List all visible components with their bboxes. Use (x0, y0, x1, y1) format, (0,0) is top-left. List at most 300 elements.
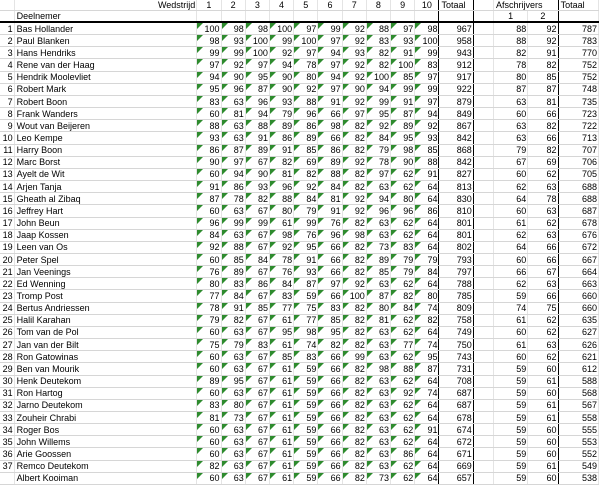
score-cell[interactable]: 63 (221, 205, 245, 217)
score-cell[interactable]: 99 (342, 351, 366, 363)
score-cell[interactable]: 59 (294, 472, 318, 484)
score-cell[interactable]: 91 (318, 95, 342, 107)
score-cell[interactable]: 96 (366, 205, 390, 217)
score-cell[interactable]: 86 (221, 181, 245, 193)
score-cell[interactable]: 61 (269, 436, 293, 448)
score-cell[interactable]: 64 (415, 375, 439, 387)
score-cell[interactable]: 74 (415, 339, 439, 351)
score-cell[interactable]: 95 (415, 351, 439, 363)
score-cell[interactable]: 88 (245, 120, 269, 132)
score-cell[interactable]: 95 (294, 241, 318, 253)
score-cell[interactable]: 94 (415, 108, 439, 120)
score-cell[interactable]: 81 (197, 412, 221, 424)
score-cell[interactable]: 60 (197, 205, 221, 217)
score-cell[interactable]: 88 (391, 363, 415, 375)
score-cell[interactable]: 93 (245, 181, 269, 193)
score-cell[interactable]: 64 (415, 448, 439, 460)
score-cell[interactable]: 66 (318, 424, 342, 436)
score-cell[interactable]: 96 (294, 108, 318, 120)
score-cell[interactable]: 91 (415, 168, 439, 180)
score-cell[interactable]: 79 (294, 205, 318, 217)
score-cell[interactable]: 63 (366, 339, 390, 351)
score-cell[interactable]: 59 (294, 436, 318, 448)
score-cell[interactable]: 93 (342, 47, 366, 59)
score-cell[interactable]: 60 (197, 108, 221, 120)
score-cell[interactable]: 63 (366, 181, 390, 193)
score-cell[interactable]: 59 (294, 290, 318, 302)
score-cell[interactable]: 59 (294, 375, 318, 387)
score-cell[interactable]: 67 (245, 229, 269, 241)
score-cell[interactable]: 63 (366, 229, 390, 241)
score-cell[interactable]: 79 (391, 253, 415, 265)
score-cell[interactable]: 62 (391, 351, 415, 363)
score-cell[interactable]: 83 (366, 35, 390, 47)
score-cell[interactable]: 66 (318, 241, 342, 253)
score-cell[interactable]: 82 (342, 217, 366, 229)
score-cell[interactable]: 82 (342, 387, 366, 399)
score-cell[interactable]: 86 (391, 448, 415, 460)
score-cell[interactable]: 79 (221, 339, 245, 351)
score-cell[interactable]: 95 (269, 326, 293, 338)
score-cell[interactable]: 62 (391, 399, 415, 411)
score-cell[interactable]: 98 (197, 35, 221, 47)
score-cell[interactable]: 60 (197, 326, 221, 338)
score-cell[interactable]: 85 (294, 144, 318, 156)
score-cell[interactable]: 82 (342, 181, 366, 193)
score-cell[interactable]: 79 (366, 144, 390, 156)
score-cell[interactable]: 84 (391, 302, 415, 314)
score-cell[interactable]: 63 (366, 278, 390, 290)
score-cell[interactable]: 86 (269, 132, 293, 144)
score-cell[interactable]: 80 (366, 302, 390, 314)
score-cell[interactable]: 60 (197, 168, 221, 180)
score-cell[interactable]: 63 (366, 460, 390, 472)
score-cell[interactable]: 92 (342, 22, 366, 35)
score-cell[interactable]: 80 (294, 71, 318, 83)
score-cell[interactable]: 82 (342, 412, 366, 424)
score-cell[interactable]: 99 (197, 47, 221, 59)
score-cell[interactable]: 81 (318, 193, 342, 205)
score-cell[interactable]: 67 (245, 290, 269, 302)
score-cell[interactable]: 59 (294, 399, 318, 411)
score-cell[interactable]: 94 (318, 47, 342, 59)
score-cell[interactable]: 90 (197, 156, 221, 168)
score-cell[interactable]: 85 (245, 302, 269, 314)
score-cell[interactable]: 82 (342, 339, 366, 351)
score-cell[interactable]: 83 (197, 399, 221, 411)
score-cell[interactable]: 100 (294, 35, 318, 47)
score-cell[interactable]: 63 (221, 132, 245, 144)
score-cell[interactable]: 86 (415, 205, 439, 217)
score-cell[interactable]: 82 (342, 302, 366, 314)
score-cell[interactable]: 61 (269, 217, 293, 229)
score-cell[interactable]: 87 (245, 83, 269, 95)
score-cell[interactable]: 64 (415, 436, 439, 448)
score-cell[interactable]: 94 (221, 168, 245, 180)
score-cell[interactable]: 92 (221, 59, 245, 71)
score-cell[interactable]: 99 (269, 35, 293, 47)
score-cell[interactable]: 96 (391, 205, 415, 217)
score-cell[interactable]: 96 (269, 181, 293, 193)
score-cell[interactable]: 87 (366, 290, 390, 302)
score-cell[interactable]: 82 (342, 363, 366, 375)
score-cell[interactable]: 86 (294, 120, 318, 132)
score-cell[interactable]: 78 (269, 253, 293, 265)
score-cell[interactable]: 97 (415, 71, 439, 83)
score-cell[interactable]: 82 (342, 436, 366, 448)
score-cell[interactable]: 80 (415, 290, 439, 302)
score-cell[interactable]: 61 (269, 363, 293, 375)
score-cell[interactable]: 93 (294, 266, 318, 278)
score-cell[interactable]: 61 (269, 472, 293, 484)
score-cell[interactable]: 63 (221, 472, 245, 484)
score-cell[interactable]: 97 (318, 35, 342, 47)
score-cell[interactable]: 82 (269, 156, 293, 168)
score-cell[interactable]: 88 (197, 120, 221, 132)
score-cell[interactable]: 62 (391, 436, 415, 448)
score-cell[interactable]: 63 (221, 120, 245, 132)
score-cell[interactable]: 81 (221, 108, 245, 120)
score-cell[interactable]: 63 (366, 412, 390, 424)
score-cell[interactable]: 96 (245, 95, 269, 107)
score-cell[interactable]: 67 (245, 351, 269, 363)
score-cell[interactable]: 84 (269, 278, 293, 290)
score-cell[interactable]: 73 (366, 241, 390, 253)
score-cell[interactable]: 63 (221, 326, 245, 338)
score-cell[interactable]: 99 (245, 217, 269, 229)
score-cell[interactable]: 73 (221, 412, 245, 424)
score-cell[interactable]: 76 (294, 229, 318, 241)
score-cell[interactable]: 78 (221, 193, 245, 205)
score-cell[interactable]: 74 (415, 302, 439, 314)
score-cell[interactable]: 89 (269, 120, 293, 132)
score-cell[interactable]: 87 (415, 363, 439, 375)
score-cell[interactable]: 76 (197, 266, 221, 278)
score-cell[interactable]: 92 (269, 241, 293, 253)
score-cell[interactable]: 94 (245, 108, 269, 120)
score-cell[interactable]: 67 (245, 241, 269, 253)
score-cell[interactable]: 62 (391, 424, 415, 436)
score-cell[interactable]: 100 (269, 22, 293, 35)
score-cell[interactable]: 66 (318, 436, 342, 448)
score-cell[interactable]: 67 (245, 326, 269, 338)
score-cell[interactable]: 66 (318, 412, 342, 424)
score-cell[interactable]: 91 (415, 424, 439, 436)
score-cell[interactable]: 85 (366, 266, 390, 278)
score-cell[interactable]: 64 (415, 412, 439, 424)
score-cell[interactable]: 100 (342, 290, 366, 302)
score-cell[interactable]: 60 (197, 387, 221, 399)
score-cell[interactable]: 98 (415, 22, 439, 35)
score-cell[interactable]: 82 (415, 314, 439, 326)
score-cell[interactable]: 60 (197, 363, 221, 375)
score-cell[interactable]: 95 (221, 375, 245, 387)
score-cell[interactable]: 96 (221, 83, 245, 95)
score-cell[interactable]: 62 (391, 278, 415, 290)
score-cell[interactable]: 93 (391, 35, 415, 47)
score-cell[interactable]: 64 (415, 278, 439, 290)
score-cell[interactable]: 62 (391, 375, 415, 387)
score-cell[interactable]: 67 (245, 205, 269, 217)
score-cell[interactable]: 63 (366, 351, 390, 363)
score-cell[interactable]: 59 (294, 412, 318, 424)
score-cell[interactable]: 74 (294, 339, 318, 351)
score-cell[interactable]: 98 (294, 326, 318, 338)
score-cell[interactable]: 82 (245, 193, 269, 205)
score-cell[interactable]: 84 (318, 181, 342, 193)
score-cell[interactable]: 61 (269, 314, 293, 326)
score-cell[interactable]: 98 (318, 120, 342, 132)
score-cell[interactable]: 82 (342, 399, 366, 411)
score-cell[interactable]: 80 (221, 399, 245, 411)
score-cell[interactable]: 90 (245, 168, 269, 180)
score-cell[interactable]: 78 (197, 302, 221, 314)
score-cell[interactable]: 62 (391, 326, 415, 338)
score-cell[interactable]: 82 (342, 241, 366, 253)
score-cell[interactable]: 66 (318, 399, 342, 411)
score-cell[interactable]: 63 (221, 351, 245, 363)
score-cell[interactable]: 83 (197, 95, 221, 107)
score-cell[interactable]: 63 (366, 326, 390, 338)
score-cell[interactable]: 66 (318, 253, 342, 265)
score-cell[interactable]: 92 (366, 120, 390, 132)
score-cell[interactable]: 67 (245, 375, 269, 387)
score-cell[interactable]: 79 (391, 266, 415, 278)
score-cell[interactable]: 94 (318, 71, 342, 83)
score-cell[interactable]: 63 (366, 448, 390, 460)
score-cell[interactable]: 63 (366, 436, 390, 448)
score-cell[interactable]: 80 (197, 278, 221, 290)
score-cell[interactable]: 91 (318, 205, 342, 217)
score-cell[interactable]: 100 (391, 59, 415, 71)
score-cell[interactable]: 90 (269, 71, 293, 83)
score-cell[interactable]: 97 (415, 95, 439, 107)
score-cell[interactable]: 92 (342, 95, 366, 107)
score-cell[interactable]: 99 (366, 95, 390, 107)
score-cell[interactable]: 88 (269, 193, 293, 205)
score-cell[interactable]: 67 (245, 266, 269, 278)
score-cell[interactable]: 82 (342, 266, 366, 278)
score-cell[interactable]: 85 (318, 314, 342, 326)
score-cell[interactable]: 75 (294, 302, 318, 314)
score-cell[interactable]: 82 (294, 168, 318, 180)
score-cell[interactable]: 60 (197, 424, 221, 436)
score-cell[interactable]: 89 (366, 253, 390, 265)
score-cell[interactable]: 99 (391, 83, 415, 95)
score-cell[interactable]: 89 (245, 144, 269, 156)
score-cell[interactable]: 63 (366, 217, 390, 229)
score-cell[interactable]: 97 (318, 83, 342, 95)
score-cell[interactable]: 82 (366, 59, 390, 71)
score-cell[interactable]: 94 (197, 71, 221, 83)
score-cell[interactable]: 66 (318, 132, 342, 144)
score-cell[interactable]: 87 (197, 193, 221, 205)
score-cell[interactable]: 85 (269, 351, 293, 363)
score-cell[interactable]: 60 (197, 448, 221, 460)
score-cell[interactable]: 93 (415, 132, 439, 144)
score-cell[interactable]: 99 (221, 217, 245, 229)
score-cell[interactable]: 59 (294, 448, 318, 460)
score-cell[interactable]: 78 (366, 156, 390, 168)
score-cell[interactable]: 62 (391, 412, 415, 424)
score-cell[interactable]: 63 (221, 436, 245, 448)
score-cell[interactable]: 63 (366, 399, 390, 411)
score-cell[interactable]: 83 (245, 339, 269, 351)
score-cell[interactable]: 67 (245, 363, 269, 375)
score-cell[interactable]: 92 (342, 278, 366, 290)
score-cell[interactable]: 64 (415, 460, 439, 472)
score-cell[interactable]: 84 (221, 290, 245, 302)
score-cell[interactable]: 74 (415, 387, 439, 399)
score-cell[interactable]: 86 (318, 144, 342, 156)
score-cell[interactable]: 90 (391, 156, 415, 168)
score-cell[interactable]: 82 (342, 448, 366, 460)
score-cell[interactable]: 67 (245, 387, 269, 399)
score-cell[interactable]: 76 (269, 266, 293, 278)
score-cell[interactable]: 69 (294, 156, 318, 168)
score-cell[interactable]: 59 (294, 424, 318, 436)
score-cell[interactable]: 83 (318, 302, 342, 314)
score-cell[interactable]: 97 (318, 278, 342, 290)
score-cell[interactable]: 62 (391, 472, 415, 484)
score-cell[interactable]: 93 (197, 132, 221, 144)
score-cell[interactable]: 66 (318, 266, 342, 278)
score-cell[interactable]: 92 (342, 35, 366, 47)
score-cell[interactable]: 100 (415, 35, 439, 47)
score-cell[interactable]: 100 (366, 71, 390, 83)
score-cell[interactable]: 60 (197, 253, 221, 265)
score-cell[interactable]: 93 (269, 95, 293, 107)
score-cell[interactable]: 92 (342, 205, 366, 217)
score-cell[interactable]: 66 (318, 108, 342, 120)
score-cell[interactable]: 93 (221, 35, 245, 47)
score-cell[interactable]: 82 (342, 424, 366, 436)
score-cell[interactable]: 64 (415, 229, 439, 241)
score-cell[interactable]: 66 (318, 363, 342, 375)
score-cell[interactable]: 91 (245, 132, 269, 144)
score-cell[interactable]: 94 (269, 59, 293, 71)
score-cell[interactable]: 94 (366, 193, 390, 205)
score-cell[interactable]: 61 (269, 448, 293, 460)
score-cell[interactable]: 82 (342, 314, 366, 326)
score-cell[interactable]: 82 (342, 132, 366, 144)
score-cell[interactable]: 92 (415, 120, 439, 132)
score-cell[interactable]: 95 (366, 108, 390, 120)
score-cell[interactable]: 83 (269, 290, 293, 302)
score-cell[interactable]: 82 (342, 326, 366, 338)
score-cell[interactable]: 97 (294, 47, 318, 59)
score-cell[interactable]: 66 (318, 290, 342, 302)
score-cell[interactable]: 66 (318, 351, 342, 363)
score-cell[interactable]: 63 (221, 229, 245, 241)
score-cell[interactable]: 90 (342, 83, 366, 95)
score-cell[interactable]: 78 (294, 59, 318, 71)
score-cell[interactable]: 84 (197, 229, 221, 241)
score-cell[interactable]: 83 (294, 351, 318, 363)
score-cell[interactable]: 82 (221, 314, 245, 326)
score-cell[interactable]: 99 (415, 47, 439, 59)
score-cell[interactable]: 99 (415, 83, 439, 95)
score-cell[interactable]: 61 (269, 424, 293, 436)
score-cell[interactable]: 67 (245, 448, 269, 460)
score-cell[interactable]: 89 (318, 156, 342, 168)
score-cell[interactable]: 92 (342, 71, 366, 83)
score-cell[interactable]: 63 (366, 424, 390, 436)
score-cell[interactable]: 91 (269, 144, 293, 156)
score-cell[interactable]: 99 (294, 217, 318, 229)
score-cell[interactable]: 67 (245, 399, 269, 411)
score-cell[interactable]: 89 (221, 266, 245, 278)
score-cell[interactable]: 82 (318, 339, 342, 351)
score-cell[interactable]: 61 (269, 460, 293, 472)
score-cell[interactable]: 90 (221, 71, 245, 83)
score-cell[interactable]: 81 (366, 314, 390, 326)
score-cell[interactable]: 67 (245, 314, 269, 326)
score-cell[interactable]: 92 (342, 193, 366, 205)
score-cell[interactable]: 95 (391, 132, 415, 144)
score-cell[interactable]: 66 (318, 387, 342, 399)
score-cell[interactable]: 97 (221, 156, 245, 168)
score-cell[interactable]: 85 (415, 144, 439, 156)
score-cell[interactable]: 100 (245, 47, 269, 59)
score-cell[interactable]: 81 (269, 168, 293, 180)
score-cell[interactable]: 92 (294, 83, 318, 95)
score-cell[interactable]: 88 (415, 156, 439, 168)
score-cell[interactable]: 82 (197, 460, 221, 472)
score-cell[interactable]: 96 (318, 229, 342, 241)
score-cell[interactable]: 82 (366, 47, 390, 59)
score-cell[interactable]: 67 (245, 156, 269, 168)
score-cell[interactable]: 61 (269, 375, 293, 387)
score-cell[interactable]: 82 (342, 168, 366, 180)
score-cell[interactable]: 62 (391, 229, 415, 241)
score-cell[interactable]: 82 (342, 253, 366, 265)
score-cell[interactable]: 97 (245, 59, 269, 71)
score-cell[interactable]: 63 (221, 424, 245, 436)
score-cell[interactable]: 87 (294, 278, 318, 290)
score-cell[interactable]: 97 (391, 22, 415, 35)
score-cell[interactable]: 73 (366, 472, 390, 484)
score-cell[interactable]: 88 (221, 241, 245, 253)
score-cell[interactable]: 97 (342, 108, 366, 120)
score-cell[interactable]: 89 (391, 120, 415, 132)
score-cell[interactable]: 64 (415, 326, 439, 338)
score-cell[interactable]: 98 (391, 144, 415, 156)
score-cell[interactable]: 98 (269, 229, 293, 241)
score-cell[interactable]: 82 (342, 460, 366, 472)
score-cell[interactable]: 59 (294, 460, 318, 472)
score-cell[interactable]: 66 (318, 460, 342, 472)
score-cell[interactable]: 91 (294, 253, 318, 265)
score-cell[interactable]: 61 (269, 399, 293, 411)
score-cell[interactable]: 59 (294, 387, 318, 399)
score-cell[interactable]: 64 (415, 181, 439, 193)
score-cell[interactable]: 97 (318, 59, 342, 71)
score-cell[interactable]: 92 (197, 241, 221, 253)
score-cell[interactable]: 64 (415, 472, 439, 484)
score-cell[interactable]: 62 (391, 314, 415, 326)
score-cell[interactable]: 92 (294, 181, 318, 193)
score-cell[interactable]: 63 (366, 387, 390, 399)
score-cell[interactable]: 85 (391, 71, 415, 83)
score-cell[interactable]: 86 (245, 278, 269, 290)
score-cell[interactable]: 99 (221, 47, 245, 59)
score-cell[interactable]: 61 (269, 387, 293, 399)
score-cell[interactable]: 82 (342, 144, 366, 156)
score-cell[interactable]: 63 (221, 95, 245, 107)
score-cell[interactable]: 77 (294, 314, 318, 326)
score-cell[interactable]: 66 (318, 472, 342, 484)
